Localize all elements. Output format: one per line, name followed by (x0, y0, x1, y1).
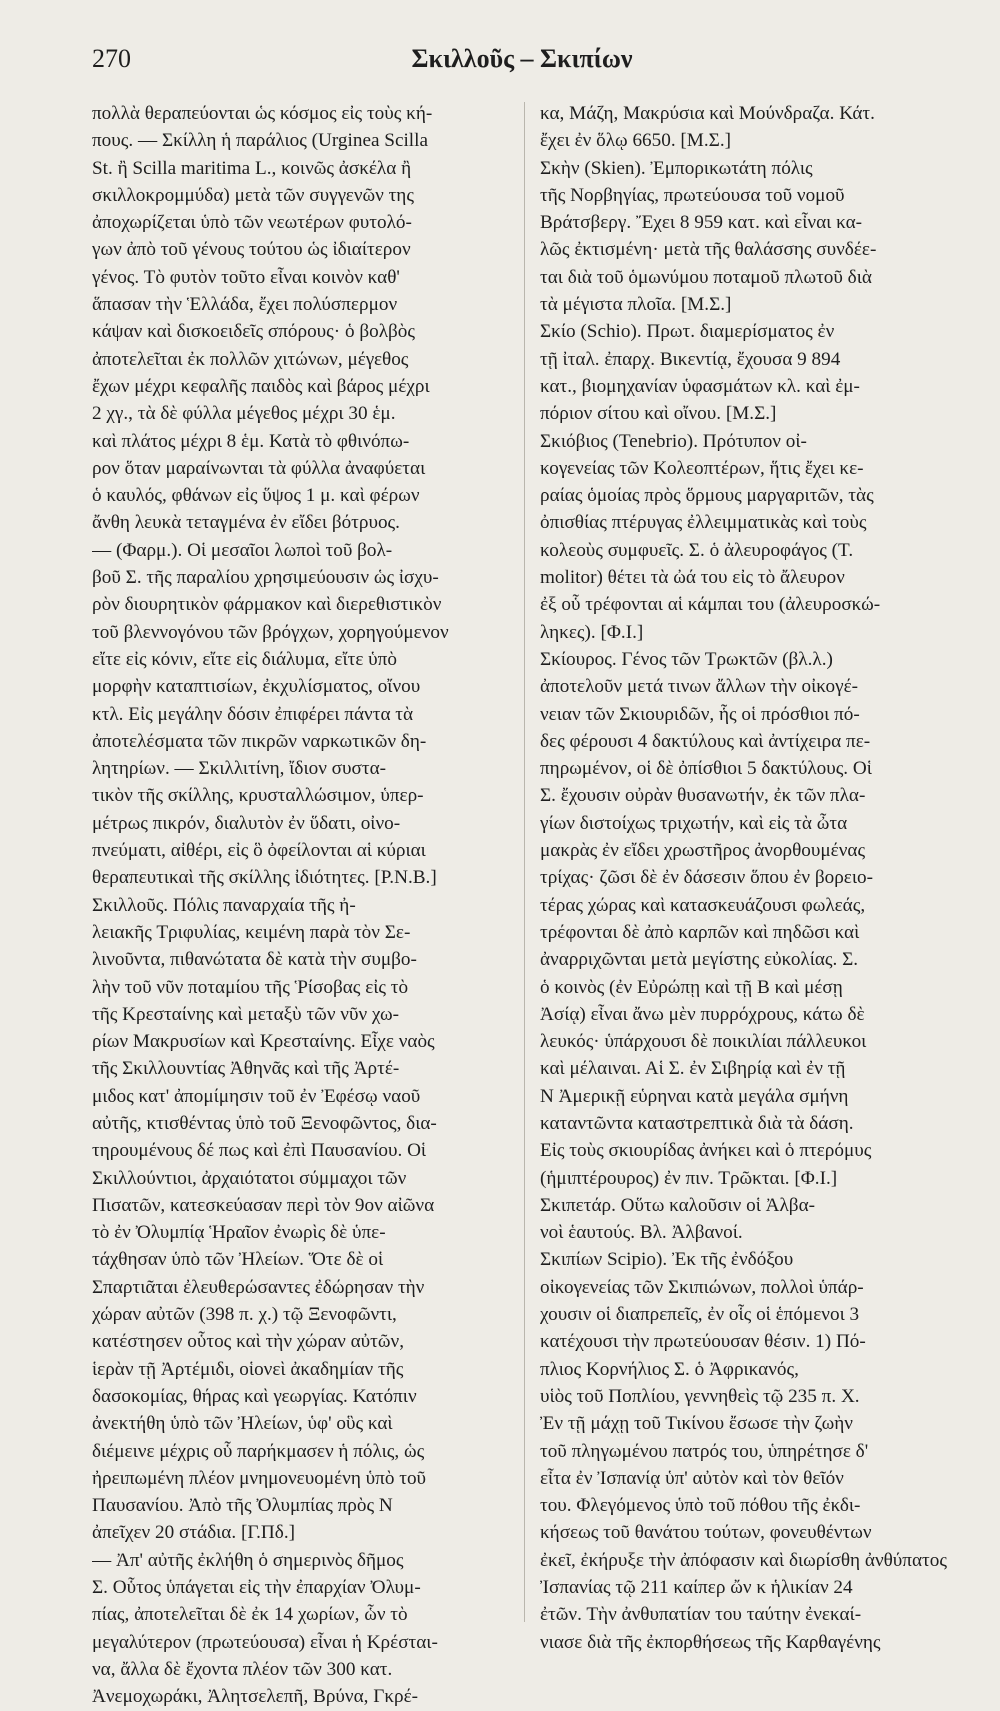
text-line: κτλ. Εἰς μεγάλην δόσιν ἐπιφέρει πάντα τὰ (92, 703, 414, 725)
text-line: χώραν αὐτῶν (398 π. χ.) τῷ Ξενοφῶντι, (92, 1304, 397, 1326)
text-line: ἠρειπωμένη πλέον μνημονευομένη ὑπὸ τοῦ (92, 1467, 427, 1489)
text-line: πους. — Σκίλλη ἡ παράλιος (Urginea Scilla (92, 130, 428, 152)
text-line: γων ἀπὸ τοῦ γένους τούτου ὡς ἰδιαίτερον (92, 239, 411, 261)
text-line: λὴν τοῦ νῦν ποταμίου τῆς Ῥίσοβας εἰς τὸ (92, 976, 409, 998)
text-line: λητηρίων. — Σκιλλιτίνη, ἴδιον συστα- (92, 758, 387, 780)
text-line: ἱερὰν τῇ Ἀρτέμιδι, οἱονεὶ ἀκαδημίαν τῆς (92, 1358, 404, 1380)
text-line: διέμεινε μέχρις οὗ παρήκμασεν ἡ πόλις, ὡς (92, 1440, 425, 1462)
text-line: πίας, ἀποτελεῖται δὲ ἐκ 14 χωρίων, ὧν τὸ (92, 1604, 408, 1626)
text-line: κάψαν καὶ δισκοειδεῖς σπόρους· ὁ βολβὸς (92, 321, 415, 343)
text-line: λειακῆς Τριφυλίας, κειμένη παρὰ τὸν Σε- (92, 921, 411, 943)
text-line: Ἰσπανίας τῷ 211 καίπερ ὤν κ ἡλικίαν 24 (540, 1577, 853, 1599)
text-line: Βράτσβεργ. Ἔχει 8 959 κατ. καὶ εἶναι κα- (540, 212, 863, 234)
text-line: τῇ ἰταλ. ἐπαρχ. Βικεντίᾳ, ἔχουσα 9 894 (540, 348, 841, 370)
text-line: νοὶ ἑαυτούς. Βλ. Ἀλβανοί. (540, 1222, 743, 1244)
text-line: λευκός· ὑπάρχουσι δὲ ποικιλίαι πάλλευκοι (540, 1031, 867, 1053)
text-line: Σκὴν (Skien). Ἐμπορικωτάτη πόλις (540, 157, 813, 179)
text-line: Σπαρτιᾶται ἐλευθερώσαντες ἐδώρησαν τὴν (92, 1276, 425, 1298)
text-line: τοῦ βλεννογόνου τῶν βρόγχων, χορηγούμενον (92, 621, 449, 643)
text-line: Σκιόβιος (Tenebrio). Πρότυπον οἰ- (540, 430, 807, 452)
text-line: ἔχων μέχρι κεφαλῆς παιδὸς καὶ βάρος μέχρι (92, 375, 430, 397)
left-column (92, 100, 510, 1711)
text-line: κήσεως τοῦ θανάτου τούτων, φονευθέντων (540, 1522, 872, 1544)
text-line: ἀπεῖχεν 20 στάδια. [Γ.Πδ.] (92, 1522, 296, 1544)
text-line: Ἀνεμοχωράκι, Ἀλητσελεπῆ, Βρύνα, Γκρέ- (92, 1686, 419, 1708)
text-line: ἐκεῖ, ἐκήρυξε τὴν ἀπόφασιν καὶ διωρίσθη ἀνθύπατος (540, 1549, 947, 1571)
text-line: μέτρως πικρόν, διαλυτὸν ἐν ὕδατι, οἰνο- (92, 812, 401, 834)
text-line: εἶτα ἐν Ἰσπανίᾳ ὑπ' αὐτὸν καὶ τὸν θεῖόν (540, 1467, 844, 1489)
text-line: ὁ καυλός, φθάνων εἰς ὕψος 1 μ. καὶ φέρων (92, 485, 420, 507)
text-line: πλιος Κορνήλιος Σ. ὁ Ἀφρικανός, (540, 1358, 799, 1380)
text-line: τῆς Νορβηγίας, πρωτεύουσα τοῦ νομοῦ (540, 184, 845, 206)
text-line: χουσιν οἱ διαπρεπεῖς, ἐν οἷς οἱ ἑπόμενοι 3 (540, 1304, 860, 1326)
text-line: ληκες). [Φ.Ι.] (540, 621, 644, 643)
text-line: ραίας ὁμοίας πρὸς ὅρμους μαργαριτῶν, τὰς (540, 485, 874, 507)
text-line: 2 χγ., τὰ δὲ φύλλα μέγεθος μέχρι 30 ἑμ. (92, 403, 396, 425)
text-line: Σκιλλούντιοι, ἀρχαιότατοι σύμμαχοι τῶν (92, 1167, 407, 1189)
text-line: κατέχουσι τὴν πρωτεύουσαν θέσιν. 1) Πό- (540, 1331, 866, 1353)
text-line: αὐτῆς, κτισθέντας ὑπὸ τοῦ Ξενοφῶντος, δια- (92, 1112, 437, 1134)
text-line: υἱὸς τοῦ Ποπλίου, γεννηθεὶς τῷ 235 π. Χ. (540, 1385, 860, 1407)
text-line: τέρας χώρας καὶ κατασκευάζουσι φωλεάς, (540, 894, 866, 916)
text-line: Σκιλλοῦς. Πόλις παναρχαία τῆς ἠ- (92, 894, 356, 916)
text-line: κογενείας τῶν Κολεοπτέρων, ἥτις ἔχει κε- (540, 457, 864, 479)
text-line: τρέφονται δὲ ἀπὸ καρπῶν καὶ πηδῶσι καὶ (540, 921, 860, 943)
text-line: να, ἄλλα δὲ ἔχοντα πλέον τῶν 300 κατ. (92, 1658, 393, 1680)
text-line: ἀνεκτήθη ὑπὸ τῶν Ἠλείων, ὑφ' οὓς καὶ (92, 1413, 393, 1435)
column-gutter (524, 102, 525, 1622)
text-line: πνεύματι, αἰθέρι, εἰς ὃ ὀφείλονται αἱ κύριαι (92, 840, 426, 862)
text-line: ὀπισθίας πτέρυγας ἐλλειμματικὰς καὶ τοὺς (540, 512, 867, 534)
text-line: Ἀσίᾳ) εἶναι ἄνω μὲν πυρρόχρους, κάτω δὲ (540, 1003, 865, 1025)
text-line: Πισατῶν, κατεσκεύασαν περὶ τὸν 9ον αἰῶνα (92, 1194, 435, 1216)
text-line: ἀποχωρίζεται ὑπὸ τῶν νεωτέρων φυτολό- (92, 212, 412, 234)
text-line: — (Φαρμ.). Οἱ μεσαῖοι λωποὶ τοῦ βολ- (92, 539, 393, 561)
text-line: St. ἢ Scilla maritima L., κοινῶς ἀσκέλα ἢ (92, 157, 412, 179)
text-line: τὸ ἐν Ὀλυμπίᾳ Ἡραῖον ἐνωρὶς δὲ ὑπε- (92, 1222, 386, 1244)
text-line: γένος. Τὸ φυτὸν τοῦτο εἶναι κοινὸν καθ' (92, 266, 400, 288)
text-line: ρὸν διουρητικὸν φάρμακον καὶ διερεθιστικὸν (92, 594, 442, 616)
page-header (92, 44, 952, 84)
text-line: Παυσανίου. Ἀπὸ τῆς Ὀλυμπίας πρὸς Ν (92, 1495, 393, 1517)
text-line: ἅπασαν τὴν Ἑλλάδα, ἔχει πολύσπερμον (92, 294, 398, 316)
text-line: κα, Μάζη, Μακρύσια καὶ Μούνδραζα. Κάτ. (540, 103, 875, 124)
text-line: θεραπευτικαὶ τῆς σκίλλης ἰδιότητες. [Ρ.Ν.Β.] (92, 867, 437, 889)
text-line: μεγαλύτερον (πρωτεύουσα) εἶναι ἡ Κρέσται- (92, 1631, 438, 1653)
right-column (540, 100, 952, 1656)
text-line: ἀποτελέσματα τῶν πικρῶν ναρκωτικῶν δη- (92, 730, 427, 752)
text-line: τοῦ πληγωμένου πατρός του, ὑπηρέτησε δ' (540, 1440, 869, 1462)
text-line: ται διὰ τοῦ ὁμωνύμου ποταμοῦ πλωτοῦ διὰ (540, 266, 872, 288)
text-line: ὁ κοινὸς (ἐν Εὐρώπῃ καὶ τῇ Β καὶ μέσῃ (540, 976, 843, 998)
text-line: τῆς Σκιλλουντίας Ἀθηνᾶς καὶ τῆς Ἀρτέ- (92, 1058, 400, 1080)
text-line: πόριον σίτου καὶ οἴνου. [Μ.Σ.] (540, 403, 777, 425)
text-line: Σκιπετάρ. Οὕτω καλοῦσιν οἱ Ἀλβα- (540, 1194, 816, 1216)
text-line: μορφὴν καταπτισίων, ἐκχυλίσματος, οἴνου (92, 676, 421, 698)
text-line: ρίων Μακρυσίων καὶ Κρεσταίνης. Εἶχε ναὸς (92, 1031, 435, 1053)
text-line: κατέστησεν οὗτος καὶ τὴν χώραν αὐτῶν, (92, 1331, 404, 1353)
text-line: πολλὰ θεραπεύονται ὡς κόσμος εἰς τοὺς κή- (92, 103, 433, 124)
text-line: λινοῦντα, πιθανώτατα δὲ κατὰ τὴν συμβο- (92, 949, 417, 971)
text-line: τάχθησαν ὑπὸ τῶν Ἠλείων. Ὅτε δὲ οἱ (92, 1249, 384, 1271)
text-line: τηρουμένους δέ πως καὶ ἐπὶ Παυσανίου. Οἱ (92, 1140, 427, 1162)
text-line: τὰ μέγιστα πλοῖα. [Μ.Σ.] (540, 294, 732, 316)
text-line: καὶ πλάτος μέχρι 8 ἑμ. Κατὰ τὸ φθινόπω- (92, 430, 410, 452)
text-line: τρίχας· ζῶσι δὲ ἐν δάσεσιν ὅπου ἐν βορειο- (540, 867, 873, 889)
text-line: ἐξ οὗ τρέφονται αἱ κάμπαι του (ἀλευροσκώ- (540, 594, 881, 616)
text-line: βοῦ Σ. τῆς παραλίου χρησιμεύουσιν ὡς ἰσχυ- (92, 567, 439, 589)
text-line: πηρωμένον, οἱ δὲ ὀπίσθιοι 5 δακτύλους. Οἱ (540, 758, 872, 780)
text-line: μακρὰς ἐν εἴδει χρωστῆρος ἀνορθουμένας (540, 840, 866, 862)
text-line: νειαν τῶν Σκιουριδῶν, ἧς οἱ πρόσθιοι πό- (540, 703, 860, 725)
text-line: καταντῶντα καταστρεπτικὰ διὰ τὰ δάση. (540, 1112, 854, 1134)
text-line: Ἐν τῇ μάχῃ τοῦ Τικίνου ἔσωσε τὴν ζωὴν (540, 1413, 853, 1435)
running-head: Σκιλλοῦς – Σκιπίων (411, 44, 633, 73)
text-line: σκιλλοκρομμύδα) μετὰ τῶν συγγενῶν της (92, 184, 414, 206)
text-line: οἰκογενείας τῶν Σκιπιώνων, πολλοὶ ὑπάρ- (540, 1276, 864, 1298)
text-line: Σ. Οὗτος ὑπάγεται εἰς τὴν ἐπαρχίαν Ὀλυμ- (92, 1577, 421, 1599)
text-line: τικὸν τῆς σκίλλης, κρυσταλλώσιμον, ὑπερ- (92, 785, 424, 807)
text-line: νιασε διὰ τῆς ἐκπορθήσεως τῆς Καρθαγένης (540, 1631, 881, 1653)
text-line: ἔχει ἐν ὅλῳ 6650. [Μ.Σ.] (540, 130, 732, 152)
text-line: εἴτε εἰς κόνιν, εἴτε εἰς διάλυμα, εἴτε ὑπὸ (92, 648, 397, 670)
text-line: molitor) θέτει τὰ ὠά του εἰς τὸ ἄλευρον (540, 567, 845, 589)
text-line: δες φέρουσι 4 δακτύλους καὶ ἀντίχειρα πε- (540, 730, 871, 752)
text-line: ἐτῶν. Τὴν ἀνθυπατίαν του ταύτην ἐνεκαί- (540, 1604, 862, 1626)
text-line: Σ. ἔχουσιν οὐρὰν θυσανωτήν, ἐκ τῶν πλα- (540, 785, 866, 807)
page-number: 270 (92, 44, 131, 73)
text-line: δασοκομίας, θήρας καὶ γεωργίας. Κατόπιν (92, 1385, 417, 1407)
text-line: κολεοὺς συμφυεῖς. Σ. ὁ ἀλευροφάγος (Τ. (540, 539, 854, 561)
text-line: Ν Ἀμερικῇ εὑρηναι κατὰ μεγάλα σμήνη (540, 1085, 849, 1107)
text-line: κατ., βιομηχανίαν ὑφασμάτων κλ. καὶ ἐμ- (540, 375, 860, 397)
text-line: του. Φλεγόμενος ὑπὸ τοῦ πόθου τῆς ἐκδι- (540, 1495, 861, 1517)
text-line: τῆς Κρεσταίνης καὶ μεταξὺ τῶν νῦν χω- (92, 1003, 400, 1025)
text-line: καὶ μέλαιναι. Αἱ Σ. ἐν Σιβηρίᾳ καὶ ἐν τῇ (540, 1058, 846, 1080)
text-line: Εἰς τοὺς σκιουρίδας ἀνήκει καὶ ὁ πτερόμυς (540, 1140, 872, 1162)
text-line: Σκίουρος. Γένος τῶν Τρωκτῶν (βλ.λ.) (540, 648, 833, 670)
text-line: ἀποτελεῖται ἐκ πολλῶν χιτώνων, μέγεθος (92, 348, 409, 370)
text-line: λῶς ἐκτισμένη· μετὰ τῆς θαλάσσης συνδέε- (540, 239, 877, 261)
text-line: Σκίο (Schio). Πρωτ. διαμερίσματος ἐν (540, 321, 835, 343)
text-line: Σκιπίων Scipio). Ἐκ τῆς ἐνδόξου (540, 1249, 794, 1271)
text-line: (ἡμιπτέρουρος) ἐν πιν. Τρῶκται. [Φ.Ι.] (540, 1167, 838, 1189)
text-line: γίων διστοίχως τριχωτήν, καὶ εἰς τὰ ὦτα (540, 812, 848, 834)
text-line: ἄνθη λευκὰ τεταγμένα ἐν εἴδει βότρυος. (92, 512, 400, 534)
text-line: ἀποτελοῦν μετά τινων ἄλλων τὴν οἰκογέ- (540, 676, 859, 698)
text-line: — Ἀπ' αὐτῆς ἐκλήθη ὁ σημερινὸς δῆμος (92, 1549, 404, 1571)
text-line: ρον ὅταν μαραίνωνται τὰ φύλλα ἀναφύεται (92, 457, 426, 479)
text-line: ἀναρριχῶνται μετὰ μεγίστης εὐκολίας. Σ. (540, 949, 859, 971)
text-line: μιδος κατ' ἀπομίμησιν τοῦ ἐν Ἐφέσῳ ναοῦ (92, 1085, 421, 1107)
